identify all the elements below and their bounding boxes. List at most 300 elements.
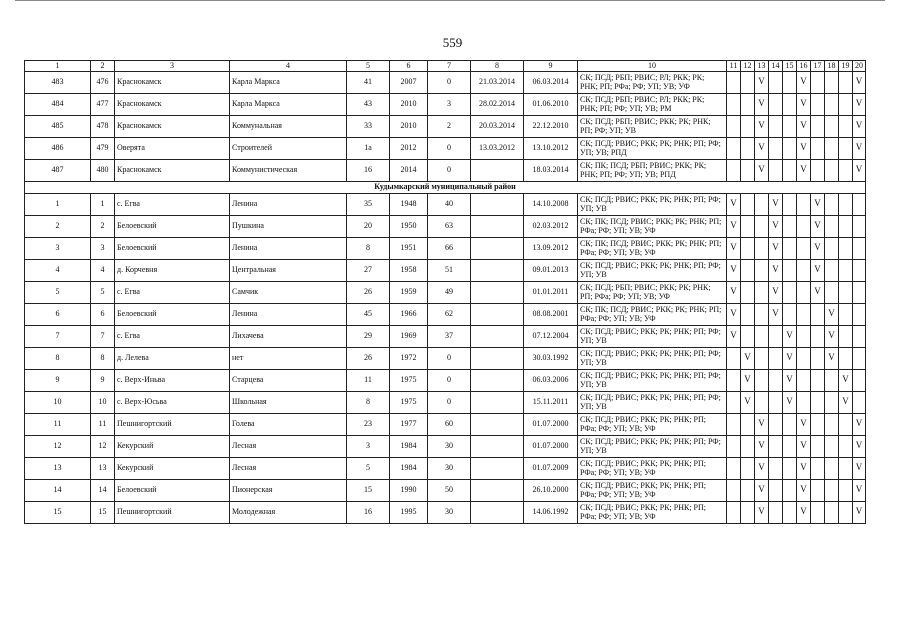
table-row <box>25 303 866 325</box>
cell-col-10: СК; ПСД; РВИС; РКК; РК; РНК; РП; РФа; РФ; УП; УВ; УФ <box>578 413 727 435</box>
cell-col-6: 1975 <box>390 391 428 413</box>
cell-col-1: 1 <box>25 193 91 215</box>
mark-col-14 <box>769 115 783 137</box>
cell-col-6: 1984 <box>390 435 428 457</box>
cell-col-1: 486 <box>25 137 91 159</box>
column-header: 14 <box>769 61 783 72</box>
cell-col-9: 01.07.2000 <box>524 413 578 435</box>
cell-col-10: СК; ПК; ПСД; РБП; РВИС; РКК; РК; РНК; РП; РФ; УП; УВ; РПД <box>578 159 727 181</box>
mark-col-16 <box>797 325 811 347</box>
cell-col-2: 9 <box>91 369 115 391</box>
cell-col-5: 5 <box>347 457 390 479</box>
mark-col-20 <box>853 369 866 391</box>
table-row <box>25 501 866 523</box>
mark-col-12 <box>741 479 755 501</box>
mark-col-12 <box>741 457 755 479</box>
cell-col-5: 43 <box>347 93 390 115</box>
cell-col-10: СК; ПСД; РВИС; РКК; РК; РНК; РП; РФ; УП; УВ <box>578 369 727 391</box>
mark-col-16 <box>797 369 811 391</box>
mark-col-14 <box>769 325 783 347</box>
mark-col-15: V <box>783 347 797 369</box>
mark-col-17: V <box>811 215 825 237</box>
cell-col-9: 26.10.2000 <box>524 479 578 501</box>
mark-col-14: V <box>769 215 783 237</box>
cell-col-4: Пушкина <box>230 215 347 237</box>
cell-col-1: 487 <box>25 159 91 181</box>
district-heading-row <box>25 181 866 193</box>
cell-col-2: 14 <box>91 479 115 501</box>
mark-col-14 <box>769 137 783 159</box>
cell-col-10: СК; ПСД; РВИС; РКК; РК; РНК; РП; РФ; УП; УВ; РПД <box>578 137 727 159</box>
mark-col-16 <box>797 391 811 413</box>
mark-col-12 <box>741 137 755 159</box>
cell-col-7: 49 <box>428 281 471 303</box>
mark-col-11 <box>727 71 741 93</box>
cell-col-9: 14.06.1992 <box>524 501 578 523</box>
mark-col-18 <box>825 193 839 215</box>
mark-col-13: V <box>755 479 769 501</box>
mark-col-20: V <box>853 93 866 115</box>
column-header: 2 <box>91 61 115 72</box>
mark-col-20 <box>853 259 866 281</box>
cell-col-5: 27 <box>347 259 390 281</box>
mark-col-13: V <box>755 159 769 181</box>
cell-col-8 <box>471 193 524 215</box>
mark-col-12 <box>741 115 755 137</box>
cell-col-7: 0 <box>428 71 471 93</box>
cell-col-2: 8 <box>91 347 115 369</box>
cell-col-10: СК; ПК; ПСД; РВИС; РКК; РК; РНК; РП; РФа; РФ; УП; УВ; УФ <box>578 215 727 237</box>
mark-col-19 <box>839 159 853 181</box>
cell-col-2: 10 <box>91 391 115 413</box>
cell-col-6: 1972 <box>390 347 428 369</box>
cell-col-10: СК; ПСД; РБП; РВИС; РЛ; РКК; РК; РНК; РП; РФ; УП; УВ; РМ <box>578 93 727 115</box>
cell-col-2: 477 <box>91 93 115 115</box>
cell-col-2: 12 <box>91 435 115 457</box>
mark-col-17 <box>811 435 825 457</box>
cell-col-7: 30 <box>428 457 471 479</box>
mark-col-16: V <box>797 115 811 137</box>
cell-col-5: 1а <box>347 137 390 159</box>
column-header: 20 <box>853 61 866 72</box>
mark-col-18 <box>825 457 839 479</box>
mark-col-16 <box>797 303 811 325</box>
mark-col-13: V <box>755 501 769 523</box>
mark-col-19: V <box>839 391 853 413</box>
mark-col-20 <box>853 391 866 413</box>
cell-col-1: 7 <box>25 325 91 347</box>
mark-col-20 <box>853 193 866 215</box>
column-header: 9 <box>524 61 578 72</box>
mark-col-18 <box>825 281 839 303</box>
mark-col-13 <box>755 259 769 281</box>
mark-col-12: V <box>741 347 755 369</box>
mark-col-11 <box>727 93 741 115</box>
cell-col-8 <box>471 479 524 501</box>
cell-col-1: 4 <box>25 259 91 281</box>
cell-col-6: 1950 <box>390 215 428 237</box>
mark-col-13 <box>755 303 769 325</box>
mark-col-14 <box>769 391 783 413</box>
mark-col-20 <box>853 215 866 237</box>
table-row <box>25 193 866 215</box>
mark-col-17 <box>811 159 825 181</box>
cell-col-8 <box>471 347 524 369</box>
cell-col-10: СК; ПСД; РВИС; РКК; РК; РНК; РП; РФ; УП; УВ <box>578 259 727 281</box>
column-header: 12 <box>741 61 755 72</box>
cell-col-8 <box>471 457 524 479</box>
cell-col-8 <box>471 281 524 303</box>
mark-col-20: V <box>853 457 866 479</box>
table-row <box>25 413 866 435</box>
mark-col-20: V <box>853 71 866 93</box>
cell-col-7: 51 <box>428 259 471 281</box>
table-row <box>25 347 866 369</box>
cell-col-1: 12 <box>25 435 91 457</box>
mark-col-18: V <box>825 303 839 325</box>
cell-col-9: 09.01.2013 <box>524 259 578 281</box>
cell-col-6: 1977 <box>390 413 428 435</box>
mark-col-16: V <box>797 71 811 93</box>
cell-col-1: 9 <box>25 369 91 391</box>
cell-col-9: 06.03.2014 <box>524 71 578 93</box>
column-header: 8 <box>471 61 524 72</box>
cell-col-7: 3 <box>428 93 471 115</box>
column-header: 16 <box>797 61 811 72</box>
cell-col-4: Пионерская <box>230 479 347 501</box>
mark-col-13 <box>755 369 769 391</box>
table-row <box>25 237 866 259</box>
mark-col-13 <box>755 391 769 413</box>
mark-col-19 <box>839 237 853 259</box>
cell-col-7: 37 <box>428 325 471 347</box>
cell-col-3: Белоевский <box>115 479 230 501</box>
cell-col-8 <box>471 325 524 347</box>
cell-col-10: СК; ПСД; РВИС; РКК; РК; РНК; РП; РФа; РФ; УП; УВ; УФ <box>578 457 727 479</box>
mark-col-12 <box>741 281 755 303</box>
mark-col-16 <box>797 259 811 281</box>
cell-col-6: 1990 <box>390 479 428 501</box>
mark-col-15 <box>783 237 797 259</box>
mark-col-12 <box>741 237 755 259</box>
cell-col-7: 0 <box>428 137 471 159</box>
table-row <box>25 159 866 181</box>
column-header: 19 <box>839 61 853 72</box>
mark-col-17: V <box>811 281 825 303</box>
mark-col-11: V <box>727 325 741 347</box>
cell-col-5: 3 <box>347 435 390 457</box>
cell-col-9: 01.07.2000 <box>524 435 578 457</box>
cell-col-7: 0 <box>428 347 471 369</box>
cell-col-2: 480 <box>91 159 115 181</box>
mark-col-13 <box>755 237 769 259</box>
mark-col-18 <box>825 159 839 181</box>
mark-col-11 <box>727 391 741 413</box>
cell-col-7: 62 <box>428 303 471 325</box>
cell-col-9: 14.10.2008 <box>524 193 578 215</box>
cell-col-10: СК; ПК; ПСД; РВИС; РКК; РК; РНК; РП; РФа; РФ; УП; УВ; УФ <box>578 303 727 325</box>
cell-col-10: СК; ПСД; РВИС; РКК; РК; РНК; РП; РФа; РФ; УП; УВ; УФ <box>578 501 727 523</box>
cell-col-5: 26 <box>347 281 390 303</box>
mark-col-18 <box>825 369 839 391</box>
mark-col-18: V <box>825 325 839 347</box>
mark-col-18 <box>825 413 839 435</box>
table-row <box>25 259 866 281</box>
table-row <box>25 281 866 303</box>
mark-col-13: V <box>755 93 769 115</box>
cell-col-3: Краснокамск <box>115 159 230 181</box>
mark-col-15 <box>783 71 797 93</box>
cell-col-9: 02.03.2012 <box>524 215 578 237</box>
mark-col-11 <box>727 115 741 137</box>
cell-col-1: 6 <box>25 303 91 325</box>
cell-col-2: 479 <box>91 137 115 159</box>
mark-col-11: V <box>727 193 741 215</box>
mark-col-15 <box>783 159 797 181</box>
mark-col-16: V <box>797 137 811 159</box>
cell-col-8 <box>471 501 524 523</box>
mark-col-20: V <box>853 413 866 435</box>
mark-col-16 <box>797 347 811 369</box>
cell-col-4: Голева <box>230 413 347 435</box>
column-number-row <box>25 61 866 72</box>
cell-col-5: 26 <box>347 347 390 369</box>
cell-col-6: 2014 <box>390 159 428 181</box>
mark-col-19 <box>839 457 853 479</box>
cell-col-8: 21.03.2014 <box>471 71 524 93</box>
mark-col-17: V <box>811 237 825 259</box>
cell-col-6: 1984 <box>390 457 428 479</box>
cell-col-9: 01.01.2011 <box>524 281 578 303</box>
cell-col-10: СК; ПСД; РБП; РВИС; РКК; РК; РНК; РП; РФ; УП; УВ <box>578 115 727 137</box>
mark-col-17 <box>811 325 825 347</box>
mark-col-12 <box>741 215 755 237</box>
mark-col-15: V <box>783 391 797 413</box>
mark-col-14 <box>769 501 783 523</box>
mark-col-20: V <box>853 137 866 159</box>
mark-col-15: V <box>783 369 797 391</box>
mark-col-11 <box>727 137 741 159</box>
cell-col-6: 1948 <box>390 193 428 215</box>
mark-col-12 <box>741 159 755 181</box>
mark-col-19 <box>839 347 853 369</box>
mark-col-19 <box>839 193 853 215</box>
mark-col-11: V <box>727 237 741 259</box>
cell-col-8 <box>471 159 524 181</box>
table-body <box>25 61 866 524</box>
cell-col-8: 28.02.2014 <box>471 93 524 115</box>
cell-col-5: 8 <box>347 391 390 413</box>
mark-col-12 <box>741 435 755 457</box>
cell-col-7: 50 <box>428 479 471 501</box>
cell-col-3: Кекурский <box>115 435 230 457</box>
mark-col-18 <box>825 71 839 93</box>
mark-col-17 <box>811 413 825 435</box>
mark-col-13 <box>755 347 769 369</box>
mark-col-13: V <box>755 115 769 137</box>
mark-col-11 <box>727 457 741 479</box>
cell-col-2: 476 <box>91 71 115 93</box>
cell-col-7: 0 <box>428 159 471 181</box>
cell-col-6: 1958 <box>390 259 428 281</box>
mark-col-16 <box>797 281 811 303</box>
mark-col-14 <box>769 479 783 501</box>
mark-col-13: V <box>755 137 769 159</box>
table-row <box>25 137 866 159</box>
cell-col-1: 14 <box>25 479 91 501</box>
cell-col-3: Краснокамск <box>115 93 230 115</box>
mark-col-17 <box>811 391 825 413</box>
cell-col-1: 3 <box>25 237 91 259</box>
register-table <box>24 60 866 524</box>
mark-col-19 <box>839 325 853 347</box>
cell-col-3: Белоевский <box>115 215 230 237</box>
cell-col-6: 1951 <box>390 237 428 259</box>
mark-col-19 <box>839 435 853 457</box>
mark-col-14 <box>769 159 783 181</box>
cell-col-6: 2010 <box>390 93 428 115</box>
mark-col-15 <box>783 93 797 115</box>
mark-col-14 <box>769 457 783 479</box>
mark-col-19 <box>839 137 853 159</box>
mark-col-16: V <box>797 435 811 457</box>
cell-col-4: Ленина <box>230 193 347 215</box>
mark-col-15 <box>783 281 797 303</box>
cell-col-3: с. Егва <box>115 325 230 347</box>
mark-col-16 <box>797 215 811 237</box>
cell-col-7: 2 <box>428 115 471 137</box>
mark-col-16 <box>797 237 811 259</box>
mark-col-17 <box>811 137 825 159</box>
cell-col-2: 4 <box>91 259 115 281</box>
cell-col-9: 08.08.2001 <box>524 303 578 325</box>
mark-col-14 <box>769 347 783 369</box>
cell-col-7: 0 <box>428 391 471 413</box>
mark-col-15 <box>783 501 797 523</box>
cell-col-3: с. Верх-Иньва <box>115 369 230 391</box>
mark-col-18 <box>825 391 839 413</box>
cell-col-9: 15.11.2011 <box>524 391 578 413</box>
mark-col-14 <box>769 413 783 435</box>
mark-col-18 <box>825 215 839 237</box>
mark-col-11 <box>727 413 741 435</box>
mark-col-18: V <box>825 347 839 369</box>
mark-col-15 <box>783 303 797 325</box>
mark-col-18 <box>825 93 839 115</box>
cell-col-6: 1995 <box>390 501 428 523</box>
mark-col-15 <box>783 259 797 281</box>
mark-col-11: V <box>727 259 741 281</box>
mark-col-19 <box>839 479 853 501</box>
cell-col-5: 20 <box>347 215 390 237</box>
cell-col-1: 13 <box>25 457 91 479</box>
mark-col-12 <box>741 413 755 435</box>
mark-col-19 <box>839 303 853 325</box>
mark-col-17: V <box>811 193 825 215</box>
mark-col-12 <box>741 71 755 93</box>
cell-col-4: Старцева <box>230 369 347 391</box>
mark-col-17: V <box>811 259 825 281</box>
mark-col-15 <box>783 479 797 501</box>
cell-col-9: 07.12.2004 <box>524 325 578 347</box>
cell-col-10: СК; ПСД; РБП; РВИС; РЛ; РКК; РК; РНК; РП; РФа; РФ; УП; УВ; УФ <box>578 71 727 93</box>
cell-col-5: 33 <box>347 115 390 137</box>
table-row <box>25 93 866 115</box>
mark-col-20 <box>853 303 866 325</box>
mark-col-20 <box>853 325 866 347</box>
column-header: 17 <box>811 61 825 72</box>
cell-col-3: с. Верх-Юсьва <box>115 391 230 413</box>
column-header: 5 <box>347 61 390 72</box>
mark-col-14: V <box>769 237 783 259</box>
cell-col-4: Коммунистическая <box>230 159 347 181</box>
mark-col-13 <box>755 193 769 215</box>
cell-col-6: 2010 <box>390 115 428 137</box>
column-header: 15 <box>783 61 797 72</box>
cell-col-6: 1959 <box>390 281 428 303</box>
cell-col-7: 60 <box>428 413 471 435</box>
mark-col-17 <box>811 501 825 523</box>
mark-col-15 <box>783 457 797 479</box>
cell-col-10: СК; ПСД; РБП; РВИС; РКК; РК; РНК; РП; РФа; РФ; УП; УВ; УФ <box>578 281 727 303</box>
cell-col-9: 13.09.2012 <box>524 237 578 259</box>
column-header: 10 <box>578 61 727 72</box>
mark-col-16: V <box>797 501 811 523</box>
cell-col-1: 484 <box>25 93 91 115</box>
mark-col-16: V <box>797 457 811 479</box>
column-header: 6 <box>390 61 428 72</box>
cell-col-6: 1969 <box>390 325 428 347</box>
cell-col-3: Пешнигортский <box>115 413 230 435</box>
mark-col-13 <box>755 325 769 347</box>
cell-col-5: 11 <box>347 369 390 391</box>
mark-col-18 <box>825 115 839 137</box>
table-row <box>25 215 866 237</box>
mark-col-14 <box>769 71 783 93</box>
cell-col-8 <box>471 369 524 391</box>
cell-col-6: 2007 <box>390 71 428 93</box>
cell-col-4: Центральная <box>230 259 347 281</box>
cell-col-7: 66 <box>428 237 471 259</box>
cell-col-6: 1966 <box>390 303 428 325</box>
mark-col-15 <box>783 193 797 215</box>
cell-col-1: 483 <box>25 71 91 93</box>
mark-col-20: V <box>853 115 866 137</box>
cell-col-7: 0 <box>428 369 471 391</box>
table-row <box>25 325 866 347</box>
mark-col-12 <box>741 501 755 523</box>
mark-col-13 <box>755 215 769 237</box>
column-header: 7 <box>428 61 471 72</box>
cell-col-8 <box>471 259 524 281</box>
cell-col-9: 01.07.2009 <box>524 457 578 479</box>
cell-col-4: Лесная <box>230 457 347 479</box>
cell-col-1: 11 <box>25 413 91 435</box>
cell-col-8 <box>471 215 524 237</box>
mark-col-13 <box>755 281 769 303</box>
cell-col-1: 10 <box>25 391 91 413</box>
cell-col-7: 30 <box>428 501 471 523</box>
mark-col-18 <box>825 259 839 281</box>
mark-col-12 <box>741 193 755 215</box>
mark-col-20 <box>853 347 866 369</box>
cell-col-1: 2 <box>25 215 91 237</box>
mark-col-12 <box>741 93 755 115</box>
mark-col-19 <box>839 259 853 281</box>
mark-col-19 <box>839 215 853 237</box>
mark-col-15 <box>783 137 797 159</box>
mark-col-19 <box>839 115 853 137</box>
